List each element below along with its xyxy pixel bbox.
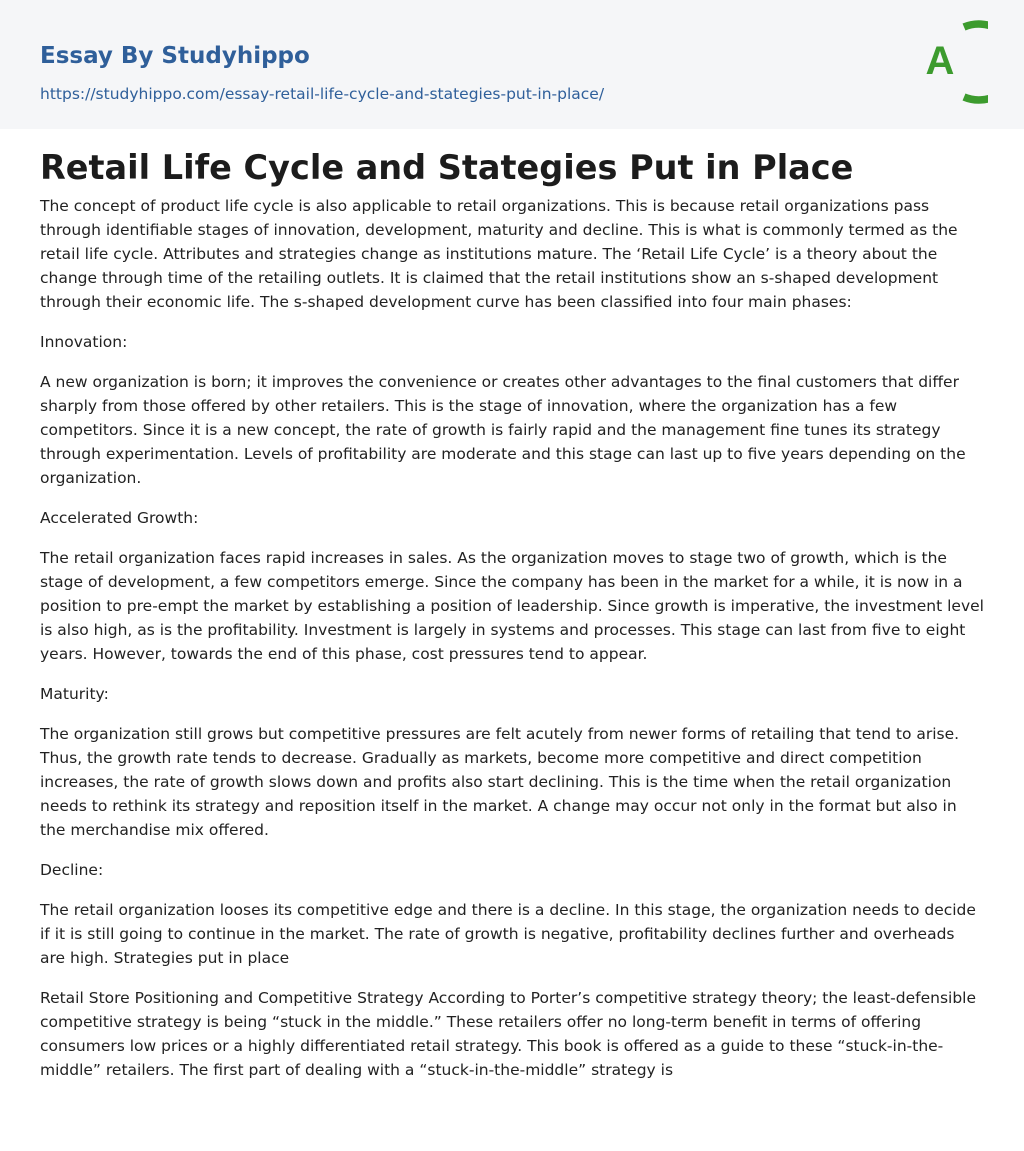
paragraph-maturity: The organization still grows but competitive pressures are felt acutely from newer forms of retailing that tend to arise. Thus, the growth rate tends to decrease. Gradually as markets, become more competitive and direct competition increases, the rate of growth slows down and profits also start declining. This is the time when the retail organization needs to rethink its strategy and reposition itself in the market. A change may occur not only in the format but also in the merchandise mix offered. — [40, 725, 960, 839]
paragraph-accelerated-growth: The retail organization faces rapid increases in sales. As the organization moves to stage two of growth, which is the stage of development, a few competitors emerge. Since the company has been in the market for a while, it is now in a position to pre-empt the market by establishing a position of leadership. Since growth is imperative, the investment level is also high, as is the profitability. Investment is largely in systems and processes. This stage can last from five to eight years. However, towards the end of this phase, cost pressures tend to appear. — [40, 549, 984, 663]
heading-maturity: Maturity: — [40, 685, 109, 703]
paragraph-intro: The concept of product life cycle is also applicable to retail organizations. This is because retail organizations pass through identifiable stages of innovation, development, maturity and decline. This is what is commonly termed as the retail life cycle. Attributes and strategies change as institutions mature. The ‘Retail Life Cycle’ is a theory about the change through time of the retailing outlets. It is claimed that the retail institutions show an s-shaped development through their economic life. The s-shaped development curve has been classified into four main phases: — [40, 197, 958, 311]
heading-decline: Decline: — [40, 861, 104, 879]
logo-letter: A — [925, 39, 955, 83]
heading-innovation: Innovation: — [40, 333, 128, 351]
article-body — [40, 194, 984, 1098]
paragraph-positioning: Retail Store Positioning and Competitive Strategy According to Porter’s competitive strategy theory; the least-defensible competitive strategy is being “stuck in the middle.” These retailers offer no long-term benefit in terms of offering consumers low prices or a highly differentiated retail strategy. This book is offered as a guide to these “stuck-in-the-middle” retailers. The first part of dealing with a “stuck-in-the-middle” strategy is — [40, 989, 977, 1079]
paragraph-innovation: A new organization is born; it improves the convenience or creates other advantages to the final customers that differ sharply from those offered by other retailers. This is the stage of innovation, where the organization has a few competitors. Since it is a new concept, the rate of growth is fairly rapid and the management fine tunes its strategy through experimentation. Levels of profitability are moderate and this stage can last up to five years depending on the organization. — [40, 373, 966, 487]
site-brand[interactable]: Essay By Studyhippo — [40, 43, 310, 69]
heading-accelerated-growth: Accelerated Growth: — [40, 509, 199, 527]
article-title: Retail Life Cycle and Stategies Put in Place — [40, 148, 854, 187]
studyhippo-logo-icon[interactable] — [912, 18, 988, 106]
paragraph-decline: The retail organization looses its competitive edge and there is a decline. In this stage, the organization needs to decide if it is still going to continue in the market. The rate of growth is negative, profitability declines further and overheads are high. Strategies put in place — [40, 901, 976, 967]
essay-url-link[interactable]: https://studyhippo.com/essay-retail-life-cycle-and-stategies-put-in-place/ — [40, 85, 605, 103]
